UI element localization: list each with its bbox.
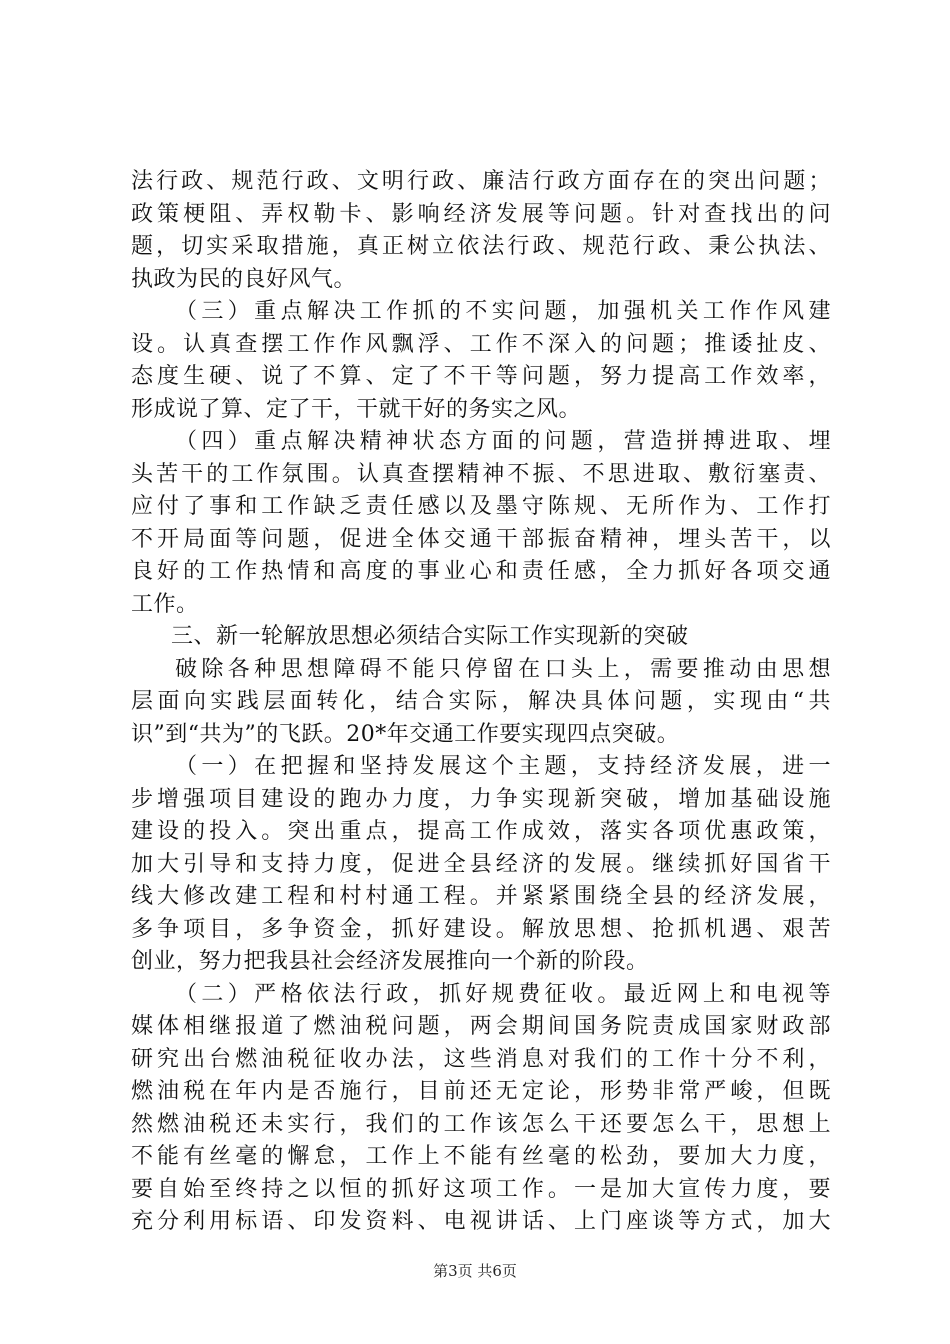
text-line: 创业，努力把我县社会经济发展推向一个新的阶段。 <box>131 949 649 974</box>
text-line: 要自始至终持之以恒的抓好这项工作。一是加大宣传力度，要 <box>131 1176 831 1202</box>
text-line: 题，切实采取措施，真正树立依法行政、规范行政、秉公执法、 <box>131 234 831 259</box>
text-line: 良好的工作热情和高度的事业心和责任感，全力抓好各项交通 <box>131 559 831 584</box>
text-line: 层面向实践层面转化，结合实际，解决具体问题，实现由“共 <box>131 689 831 714</box>
paragraph-start-line: （一）在把握和坚持发展这个主题，支持经济发展，进一 <box>175 754 831 779</box>
section-heading: 三、新一轮解放思想必须结合实际工作实现新的突破 <box>171 624 689 649</box>
text-line: 多争项目，多争资金，抓好建设。解放思想、抢抓机遇、艰苦 <box>131 916 831 942</box>
text-line: 不能有丝毫的懈怠，工作上不能有丝毫的松劲，要加大力度， <box>131 1144 831 1169</box>
text-line: 执政为民的良好风气。 <box>131 266 357 292</box>
text-line: 线大修改建工程和村村通工程。并紧紧围绕全县的经济发展， <box>131 884 831 909</box>
text-line: 设。认真查摆工作作风飘浮、工作不深入的问题；推诿扯皮、 <box>131 331 831 357</box>
document-body <box>131 166 831 1239</box>
text-line: 态度生硬、说了不算、定了不干等问题，努力提高工作效率， <box>131 364 831 389</box>
text-line: 识”到“共为”的飞跃。20*年交通工作要实现四点突破。 <box>131 721 680 747</box>
text-line: 应付了事和工作缺乏责任感以及墨守陈规、无所作为、工作打 <box>131 494 831 519</box>
text-line: 步增强项目建设的跑办力度，力争实现新突破，增加基础设施 <box>131 786 831 812</box>
text-line: 充分利用标语、印发资料、电视讲话、上门座谈等方式，加大 <box>131 1209 831 1234</box>
text-line: 工作。 <box>131 591 199 617</box>
text-line: 研究出台燃油税征收办法，这些消息对我们的工作十分不利， <box>131 1046 831 1072</box>
paragraph-start-line: 破除各种思想障碍不能只停留在口头上，需要推动由思想 <box>175 656 831 682</box>
text-line: 建设的投入。突出重点，提高工作成效，落实各项优惠政策， <box>131 819 831 844</box>
text-line: 法行政、规范行政、文明行政、廉洁行政方面存在的突出问题； <box>131 169 831 194</box>
paragraph-start-line: （三）重点解决工作抓的不实问题，加强机关工作作风建 <box>175 299 831 324</box>
text-line: 头苦干的工作氛围。认真查摆精神不振、不思进取、敷衍塞责、 <box>131 461 831 487</box>
text-line: 然燃油税还未实行，我们的工作该怎么干还要怎么干，思想上 <box>131 1111 831 1137</box>
paragraph-start-line: （四）重点解决精神状态方面的问题，营造拼搏进取、埋 <box>175 429 831 454</box>
text-line: 形成说了算、定了干，干就干好的务实之风。 <box>131 396 582 422</box>
text-line: 加大引导和支持力度，促进全县经济的发展。继续抓好国省干 <box>131 851 831 877</box>
page-number-footer: 第3页 共6页 <box>433 1262 517 1280</box>
text-line: 媒体相继报道了燃油税问题，两会期间国务院责成国家财政部 <box>131 1014 831 1039</box>
paragraph-start-line: （二）严格依法行政，抓好规费征收。最近网上和电视等 <box>175 981 831 1007</box>
text-line: 政策梗阻、弄权勒卡、影响经济发展等问题。针对查找出的问 <box>131 201 831 227</box>
text-line: 不开局面等问题，促进全体交通干部振奋精神，埋头苦干，以 <box>131 526 831 552</box>
text-line: 燃油税在年内是否施行，目前还无定论，形势非常严峻，但既 <box>131 1079 831 1104</box>
